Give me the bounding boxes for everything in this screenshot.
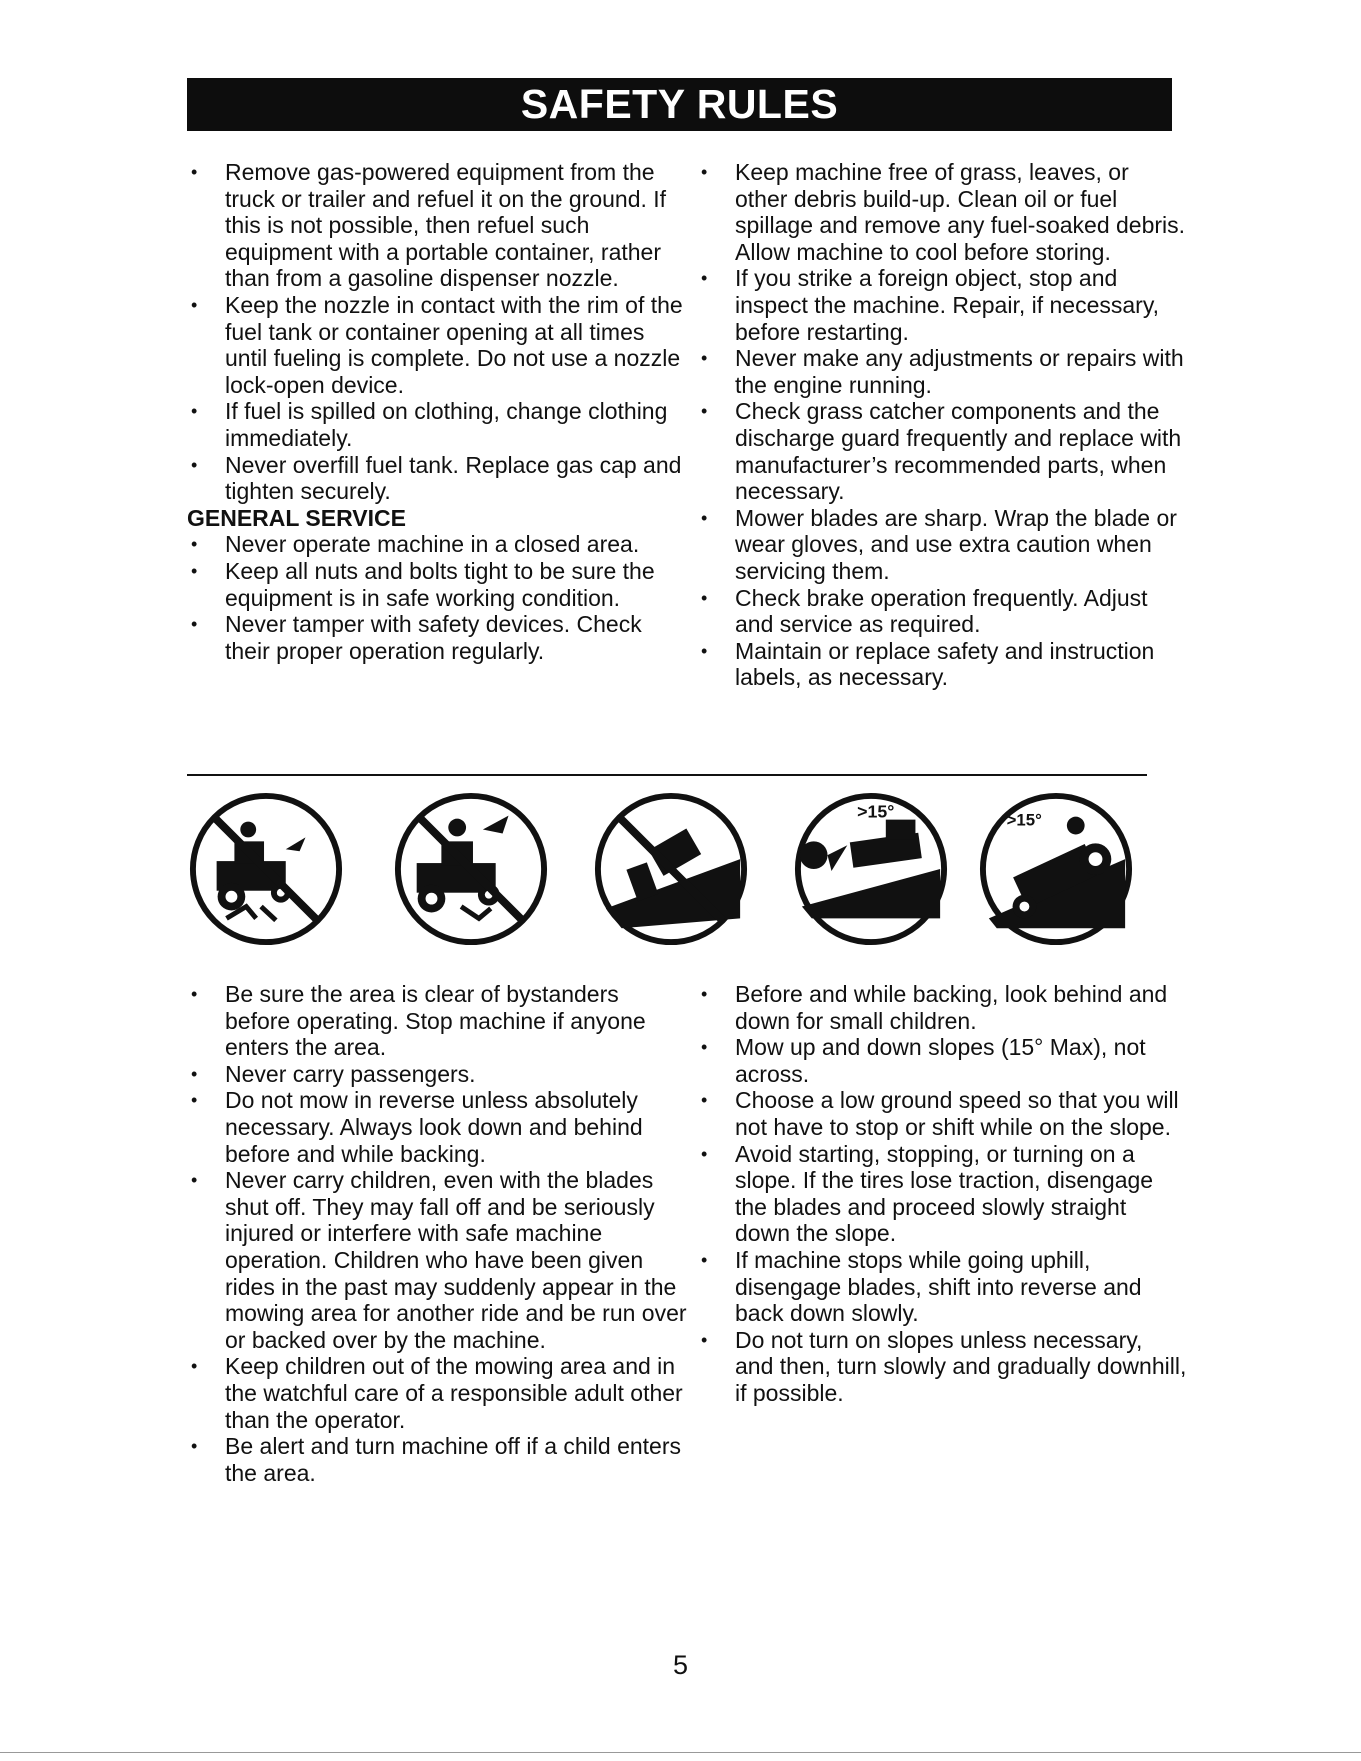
no-bystanders-icon [187,790,345,948]
column-bottom-right [697,981,1187,1407]
list-item: • Check brake operation frequently. Adjust and service as required. [697,585,1187,638]
divider [187,774,1147,776]
list-item: • Mower blades are sharp. Wrap the blade or wear gloves, and use extra caution when servicing them. [697,505,1187,585]
list-item: • Mow up and down slopes (15° Max), not across. [697,1034,1187,1087]
section-heading-general-service: GENERAL SERVICE [187,504,406,531]
pictogram-row [187,790,1147,960]
list-item: • Keep all nuts and bolts tight to be sure the equipment is in safe working condition. [187,558,687,611]
slope-label: >15° [857,801,895,822]
list-item: • Keep children out of the mowing area and in the watchful care of a responsible adult other than the operator. [187,1353,687,1433]
slope-label: >15° [1006,810,1042,830]
list-item: • Never tamper with safety devices. Check their proper operation regularly. [187,611,687,664]
tip-over-warning-icon [977,790,1135,948]
list-item: • Never overfill fuel tank. Replace gas cap and tighten securely. [187,452,687,505]
no-passengers-icon [392,790,550,948]
column-top-right [697,159,1187,691]
list-item: • Maintain or replace safety and instruction labels, as necessary. [697,638,1187,691]
slope-warning-icon [792,790,950,948]
page-number: 5 [672,1650,689,1680]
list-item: • Do not turn on slopes unless necessary, and then, turn slowly and gradually downhill, if possible. [697,1327,1187,1407]
list-item: • Keep the nozzle in contact with the rim of the fuel tank or container opening at all times until fueling is complete. Do not use a nozzle lock-open device. [187,292,687,398]
list-item: • Be alert and turn machine off if a child enters the area. [187,1433,687,1486]
divider [0,1752,1361,1753]
list-item: • Never carry children, even with the blades shut off. They may fall off and be seriously injured or interfere with safe machine operation. Children who have been given rides in the past may suddenly appear in the mowing area for another ride and be run over or backed over by the machine. [187,1167,687,1353]
list-item: • Choose a low ground speed so that you will not have to stop or shift while on the slope. [697,1087,1187,1140]
list-item: • Keep machine free of grass, leaves, or other debris build-up. Clean oil or fuel spillage and remove any fuel-soaked debris. Allow machine to cool before storing. [697,159,1187,265]
column-bottom-left [187,981,687,1486]
list-item: • Remove gas-powered equipment from the truck or trailer and refuel it on the ground. If this is not possible, then refuel such equipment with a portable container, rather than from a gasoline dispenser nozzle. [187,159,687,292]
list-item: • Never make any adjustments or repairs with the engine running. [697,345,1187,398]
list-item: • Before and while backing, look behind and down for small children. [697,981,1187,1034]
list-item: • Never carry passengers. [187,1061,687,1088]
list-item: • Do not mow in reverse unless absolutely necessary. Always look down and behind before and while backing. [187,1087,687,1167]
list-item: • If you strike a foreign object, stop and inspect the machine. Repair, if necessary, before restarting. [697,265,1187,345]
list-item: • If fuel is spilled on clothing, change clothing immediately. [187,398,687,451]
list-item: • Avoid starting, stopping, or turning on a slope. If the tires lose traction, disengage the blades and proceed slowly straight down the slope. [697,1141,1187,1247]
list-item: • Never operate machine in a closed area. [187,531,687,558]
list-item: • If machine stops while going uphill, disengage blades, shift into reverse and back down slowly. [697,1247,1187,1327]
list-item: • Be sure the area is clear of bystanders before operating. Stop machine if anyone enters the area. [187,981,687,1061]
no-slope-across-icon [592,790,750,948]
list-item: • Check grass catcher components and the discharge guard frequently and replace with manufacturer’s recommended parts, when necessary. [697,398,1187,504]
column-top-left [187,159,687,664]
page-title: SAFETY RULES [187,78,1172,131]
